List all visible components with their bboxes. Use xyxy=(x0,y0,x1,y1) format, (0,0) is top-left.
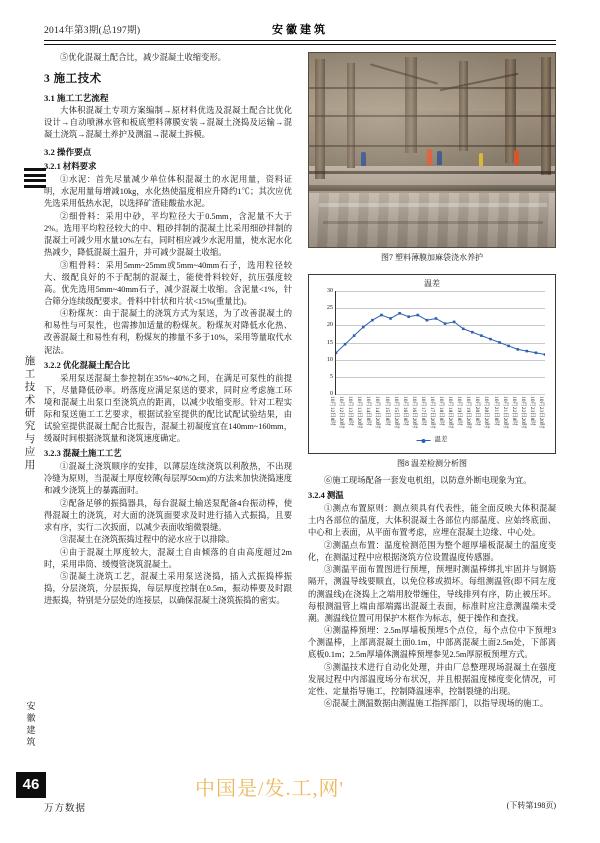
sidebar-decoration xyxy=(24,168,46,194)
chart-x-tick: 10月22日8时 xyxy=(510,396,517,426)
chart-x-tick: 10月14日8时 xyxy=(365,396,372,426)
heading-3-1: 3.1 施工工艺流程 xyxy=(44,93,109,104)
chart-x-tick: 10月13日20时 xyxy=(356,396,363,429)
chart-x-tick: 10月14日20时 xyxy=(374,396,381,429)
paragraph-3-2-4-6: ⑥混凝土测温数据由测温施工指挥部门，以指导现场的施工。 xyxy=(324,699,549,709)
page-number-badge: 46 xyxy=(16,772,46,798)
paragraph-3-2-1-4: ④粉煤灰：由于混凝土的浇筑方式为泵送，为了改善混凝土的和易性与可泵性，也需掺加适量的粉煤灰。粉煤灰对降低水化热、改善混凝土和易性有利，粉煤灰的掺量不多于10%，采用等量取代水泥法。 xyxy=(44,309,292,355)
continued-note: (下转第198页) xyxy=(506,801,556,810)
paragraph-3-2-3-4: ④由于混凝土厚度较大，混凝土自由倾落的自由高度超过2m时，采用串筒、缓慢管浇筑混凝土。 xyxy=(44,547,292,569)
chart-x-tick: 10月16日8时 xyxy=(401,396,408,426)
paragraph-3-2-3-5: ⑤混凝土浇筑工艺，混凝土采用泵送浇捣，插入式振捣棒振捣，分层浇筑，分层振捣，每层厚度控制在0.5m，振动棒要及时跟进振捣，特别是分层处的连接层，以确保混凝土浇筑振捣的密实。 xyxy=(44,572,292,606)
paragraph-3-2-4-3: ③测温平面布置图进行预埋，预埋时测温棒绑扎牢固并与钢筋隔开，测温导线要顺直，以免位移或损坏。每组测温管(即不同左度的测温线)在浇捣上之端用胶带缠住，导线排列有序，防止被压坏。每根测温管上端由部端露出混凝土表面，标准时应注意测温端未受潮。测温线位置可用保护木框作为标志，便于操作和查找。 xyxy=(308,565,556,623)
left-text-column xyxy=(44,52,292,608)
sidebar-vertical-title xyxy=(22,355,38,472)
chart-x-tick: 10月19日8时 xyxy=(456,396,463,426)
paragraph-3-2-3-3: ③混凝土在浇筑振捣过程中的泌水应于以排除。 xyxy=(60,535,235,545)
chart-legend-swatch xyxy=(417,440,431,441)
chart-x-tick: 10月23日20时 xyxy=(538,396,544,429)
chart-x-tick: 10月20日8时 xyxy=(474,396,481,426)
chart-x-tick: 10月12日20时 xyxy=(338,396,345,429)
paragraph-intro: ⑤优化混凝土配合比，减少混凝土收缩变形。 xyxy=(60,53,226,62)
photo-light-sheen xyxy=(309,53,555,247)
chart-gridline xyxy=(336,394,545,395)
chart-x-tick: 10月15日20时 xyxy=(392,396,399,429)
chart-legend-label: 温差 xyxy=(434,436,448,443)
watermark-text: 中国是/发.工,网' xyxy=(195,778,345,800)
chart-x-tick: 10月13日8时 xyxy=(347,396,354,426)
chart-y-tick: 5 xyxy=(329,372,333,380)
figure-7-caption: 图7 塑料薄膜加麻袋浇水养护 xyxy=(381,253,483,262)
sidebar-vertical-title-text: 施工技术研究与应用 xyxy=(24,356,36,471)
header-journal-title: 安徽建筑 xyxy=(272,24,328,36)
paragraph-3-2-1-2: ②细骨料：采用中砂，平均粒径大于0.5mm，含泥量不大于2%。选用平均粒径较大的中、粗砂拌制的混凝土比采用细砂拌制的混凝土可减少用水量10%左右，同时相应减少水泥用量，使水泥水化热减少，降低混凝土温升，并可减少混凝土收缩。 xyxy=(44,212,292,258)
chart-x-tick: 10月23日8时 xyxy=(528,396,535,426)
sidebar-journal-name xyxy=(24,700,38,748)
paragraph-3-2-4-4: ④测温棒预埋：2.5m厚墙板预埋5个点位，每个点位中下预埋3个测温棒，上部离混凝土面0.1m，中部离混凝土面2.5m处，下部离底板0.1m；2.5m厚墙体测温棒预埋参见2.5m厚原板预埋方式。 xyxy=(308,626,556,660)
chart-x-tick: 10月17日8时 xyxy=(419,396,426,426)
chart-y-tick: 20 xyxy=(326,321,333,329)
chart-plot-area xyxy=(326,287,545,429)
chart-series-line xyxy=(336,291,545,394)
paragraph-3-2-1-1: ①水泥：首先尽量减少单位体积混凝土的水泥用量，资料证明，水泥用量每增减10kg，水化热使温度相应升降约1℃；其次应优先选采用低热水泥，以选择矿渣硅酸盐水泥。 xyxy=(44,175,292,209)
chart-y-tick: 25 xyxy=(326,304,333,312)
paragraph-right-1: ⑥施工现场配备一套发电机组，以防意外断电现象为宜。 xyxy=(324,476,532,486)
heading-3-2-2: 3.2.2 优化混凝土配合比 xyxy=(44,360,130,370)
paragraph-3-2-3-2: ②配备足够的振捣器具，每台混凝土输送泵配备4台振动棒，使得混凝土的浇筑，对大面的浇筑面要求及时进行插入式振捣，且要求有序，实行二次扳面，以减少表面收缩微裂缝。 xyxy=(44,498,292,532)
chart-y-tick: 30 xyxy=(326,287,333,295)
chart-title: 温差 xyxy=(424,279,440,289)
header-rule-thin xyxy=(44,44,556,45)
figure-7-photo xyxy=(308,52,556,248)
chart-y-tick: 10 xyxy=(326,355,333,363)
heading-3-2-1: 3.2.1 材料要求 xyxy=(44,162,97,172)
figure-8-chart xyxy=(308,274,556,454)
chart-x-tick: 10月12日8时 xyxy=(329,396,335,426)
paragraph-3-2-3-1: ①混凝土浇筑顺序的安排，以薄层连续浇筑以利散热，不出现冷缝为原则，当混凝土厚度较薄(每层厚50cm)的方法来加快浇捣速度和减少浇筑上的暴露面时。 xyxy=(44,461,292,496)
chart-x-tick: 10月21日8时 xyxy=(492,396,499,426)
header-issue-text: 2014年第3期(总197期) xyxy=(44,26,141,36)
chart-legend xyxy=(417,434,448,446)
chart-x-tick: 10月18日20时 xyxy=(447,396,454,429)
paragraph-3-2-4-2: ②测温点布置：温度检测范围为整个超厚墙板混凝土的温度变化，在测温过程中应根据浇筑方位设置温度传感器。 xyxy=(308,540,556,562)
heading-3-2-3: 3.2.3 混凝土施工工艺 xyxy=(44,448,122,458)
header-rule-thick xyxy=(44,40,556,41)
figure-8-caption: 图8 温差检测分析图 xyxy=(397,459,467,469)
paragraph-3-1: 大体积混凝土专项方案编制→原材料优选及混凝土配合比优化设计→自动喷淋水管和板底塑料薄膜安装→混凝土浇捣及运输→混凝土浇筑→混凝土养护及测温→混凝土拆模。 xyxy=(44,106,292,140)
paragraph-3-2-1-3: ③粗骨料：采用5mm~25mm或5mm~40mm石子，选用粒径较大、级配良好的不于配制的混凝土，能使骨料较好，抗压强度较高。优先选用5mm~40mm石子，减少混凝土收缩。含泥量<1%，针合筛分连续级配要求。骨料中针状和片状<15%(重量比)。 xyxy=(44,260,292,306)
heading-3-2-4: 3.2.4 测温 xyxy=(308,491,344,501)
chart-x-tick: 10月21日20时 xyxy=(501,396,508,429)
paragraph-3-2-4-1: ①测点布置原则：测点须具有代表性，能全面反映大体积混凝土内各部位的温度，大体积混凝土各部位内部温度、应始终底面、中心和上表面，从平面布置考虑，应埋在混凝土边缘、中心处。 xyxy=(308,504,556,538)
paragraph-3-2-2: 采用泵送混凝土参控制在35%~40%之间，在满足可泵性的前提下，尽量降低砂率。坍落度应满足泵送的要求，同时应考虑施工环境和混凝土出泵口至浇筑点的距离，以减少收缩变形。针对工程实际和泵送施工工艺要求，根据试验室提供的配比试配试验结果，由试验室提供混凝土配合比报告，混凝土初凝度宜在140mm~160mm，缓凝时间根据浇筑量和浇筑速度确定。 xyxy=(44,373,292,443)
chart-x-tick: 10月18日8时 xyxy=(438,396,445,426)
chart-y-tick: 0 xyxy=(329,390,333,398)
chart-x-tick: 10月17日20时 xyxy=(428,396,435,429)
right-text-column xyxy=(308,52,556,711)
heading-3-2: 3.2 操作要点 xyxy=(44,147,92,158)
chart-x-tick: 10月15日8时 xyxy=(383,396,390,426)
chart-y-tick: 15 xyxy=(326,338,333,346)
chart-x-tick: 10月19日20时 xyxy=(465,396,472,429)
paragraph-3-2-4-5: ⑤测温技术进行自动化处理，并由厂总整理现场混凝土在强度发展过程中内部温度场分布状况，并且根据温度梯度变化情况，可定性、定量指导施工，控制降温速率，控制裂缝的出现。 xyxy=(308,662,556,696)
sidebar-journal-name-text: 安徽建筑 xyxy=(26,701,36,747)
chart-x-tick: 10月16日20时 xyxy=(410,396,417,429)
chart-x-tick: 10月20日20时 xyxy=(483,396,490,429)
wanfang-data-mark: 万方数据 xyxy=(44,804,87,814)
heading-section-3: 3 施工技术 xyxy=(44,73,102,86)
chart-x-tick: 10月22日20时 xyxy=(519,396,526,429)
